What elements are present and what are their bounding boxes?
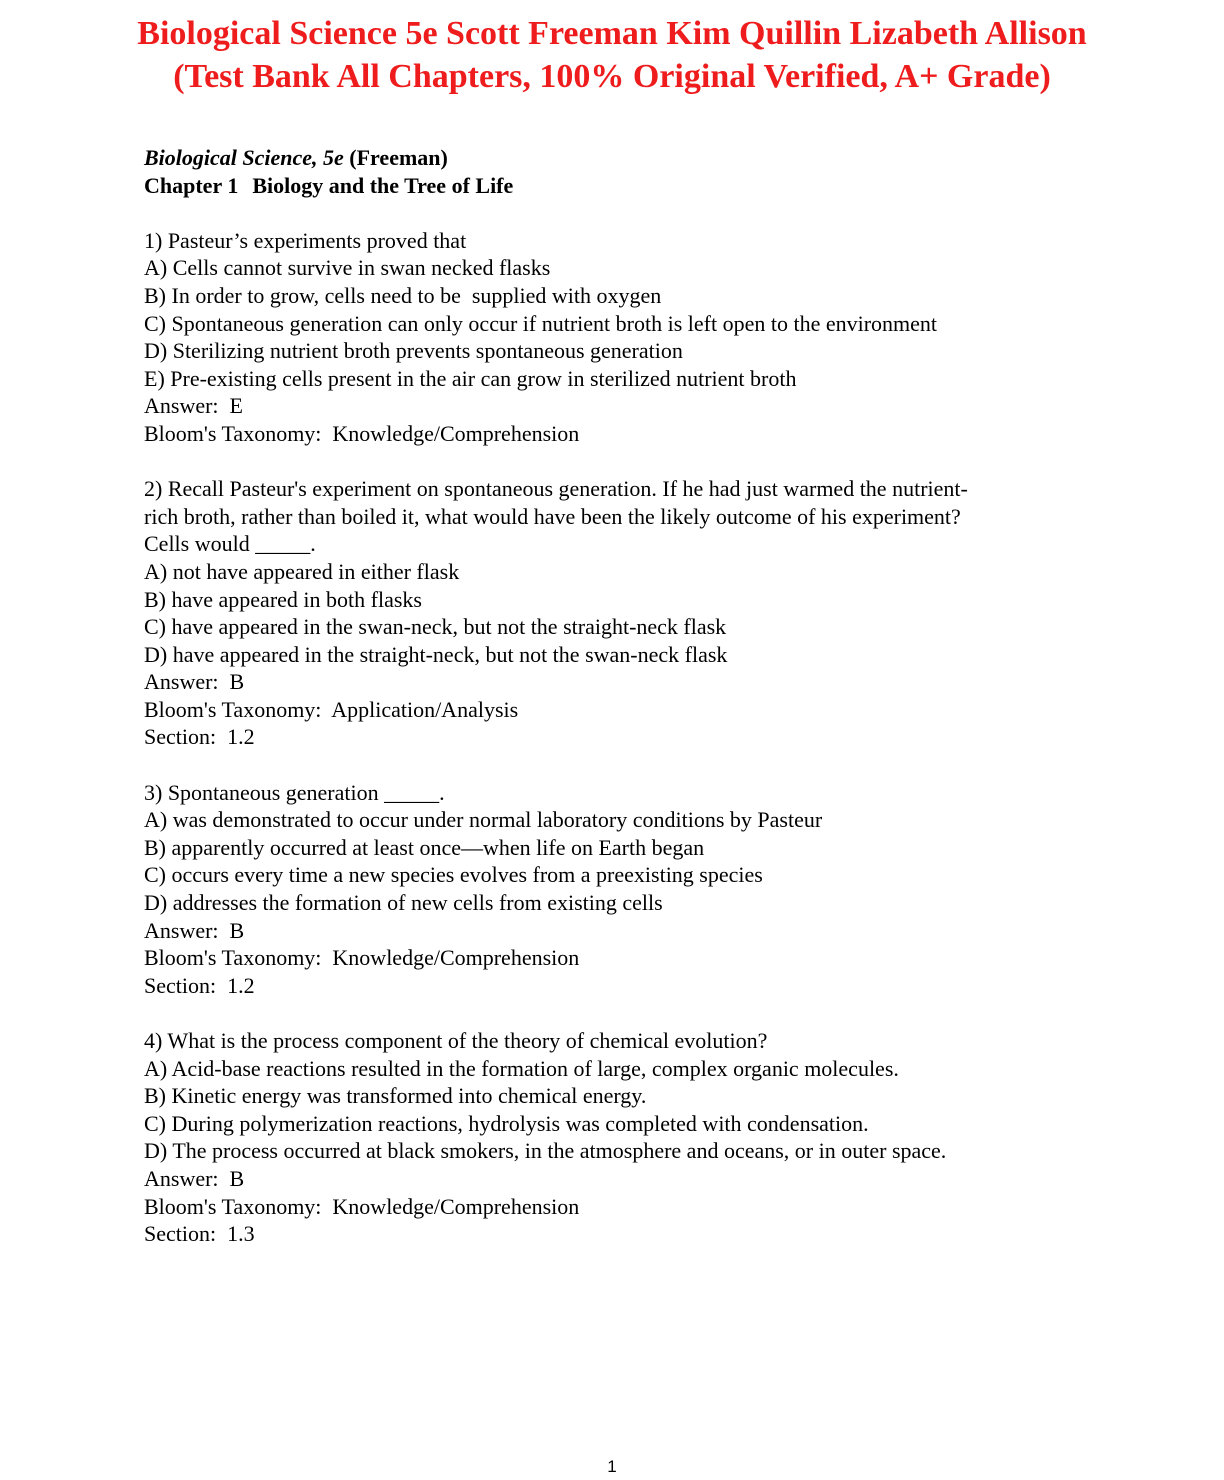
answer-key: Answer: B (144, 669, 245, 695)
question-stem: Cells would _____. (144, 531, 316, 557)
banner-line-1: Biological Science 5e Scott Freeman Kim Quillin Lizabeth Allison (137, 15, 1087, 52)
answer-key: Answer: E (144, 393, 243, 419)
section-reference: Section: 1.2 (144, 724, 255, 750)
answer-key: Answer: B (144, 1165, 245, 1191)
book-title: Biological Science, 5e (144, 145, 344, 170)
answer-option: E) Pre-existing cells present in the air can grow in sterilized nutrient broth (144, 365, 797, 391)
question-stem: 2) Recall Pasteur's experiment on spontaneous generation. If he had just warmed the nutrient- (144, 476, 968, 502)
answer-option: D) The process occurred at black smokers, in the atmosphere and oceans, or in outer space. (144, 1138, 947, 1164)
answer-option: C) have appeared in the swan-neck, but not the straight-neck flask (144, 614, 727, 640)
document-banner (0, 12, 1224, 98)
answer-option: A) not have appeared in either flask (144, 558, 460, 584)
bloom-taxonomy: Bloom's Taxonomy: Knowledge/Comprehension (144, 420, 580, 446)
section-reference: Section: 1.3 (144, 1221, 255, 1247)
question-stem: 4) What is the process component of the theory of chemical evolution? (144, 1028, 768, 1053)
chapter-title: Biology and the Tree of Life (252, 172, 514, 198)
answer-option: C) Spontaneous generation can only occur if nutrient broth is left open to the environment (144, 310, 938, 336)
bloom-taxonomy: Bloom's Taxonomy: Knowledge/Comprehension (144, 1193, 580, 1219)
section-reference: Section: 1.2 (144, 972, 255, 998)
answer-option: B) In order to grow, cells need to be supplied with oxygen (144, 282, 662, 308)
answer-option: D) Sterilizing nutrient broth prevents spontaneous generation (144, 338, 683, 364)
answer-option: C) During polymerization reactions, hydrolysis was completed with condensation. (144, 1110, 869, 1136)
answer-option: C) occurs every time a new species evolves from a preexisting species (144, 862, 763, 888)
answer-option: A) was demonstrated to occur under normal laboratory conditions by Pasteur (144, 807, 823, 833)
page-number: 1 (607, 1457, 617, 1476)
answer-option: B) Kinetic energy was transformed into chemical energy. (144, 1083, 647, 1109)
question-1 (144, 227, 1144, 448)
book-author: (Freeman) (349, 145, 448, 170)
question-stem: rich broth, rather than boiled it, what would have been the likely outcome of his experiment? (144, 503, 961, 529)
answer-option: B) apparently occurred at least once—when life on Earth began (144, 834, 705, 860)
question-3 (144, 779, 1144, 1000)
question-stem: 3) Spontaneous generation _____. (144, 779, 445, 805)
answer-option: D) have appeared in the straight-neck, but not the swan-neck flask (144, 641, 728, 667)
question-2 (144, 475, 1144, 751)
answer-option: B) have appeared in both flasks (144, 586, 422, 612)
answer-option: A) Acid-base reactions resulted in the formation of large, complex organic molecules. (144, 1055, 899, 1081)
question-4 (144, 1027, 1144, 1248)
chapter-label: Chapter 1 (144, 172, 239, 198)
answer-key: Answer: B (144, 917, 245, 943)
book-heading (144, 144, 1144, 172)
banner-line-2: (Test Bank All Chapters, 100% Original Verified, A+ Grade) (173, 58, 1051, 95)
chapter-heading (144, 172, 1144, 200)
bloom-taxonomy: Bloom's Taxonomy: Application/Analysis (144, 696, 519, 722)
document-body (144, 144, 1144, 1248)
bloom-taxonomy: Bloom's Taxonomy: Knowledge/Comprehension (144, 945, 580, 971)
answer-option: D) addresses the formation of new cells from existing cells (144, 890, 663, 916)
answer-option: A) Cells cannot survive in swan necked flasks (144, 255, 551, 281)
question-stem: 1) Pasteur’s experiments proved that (144, 227, 467, 253)
